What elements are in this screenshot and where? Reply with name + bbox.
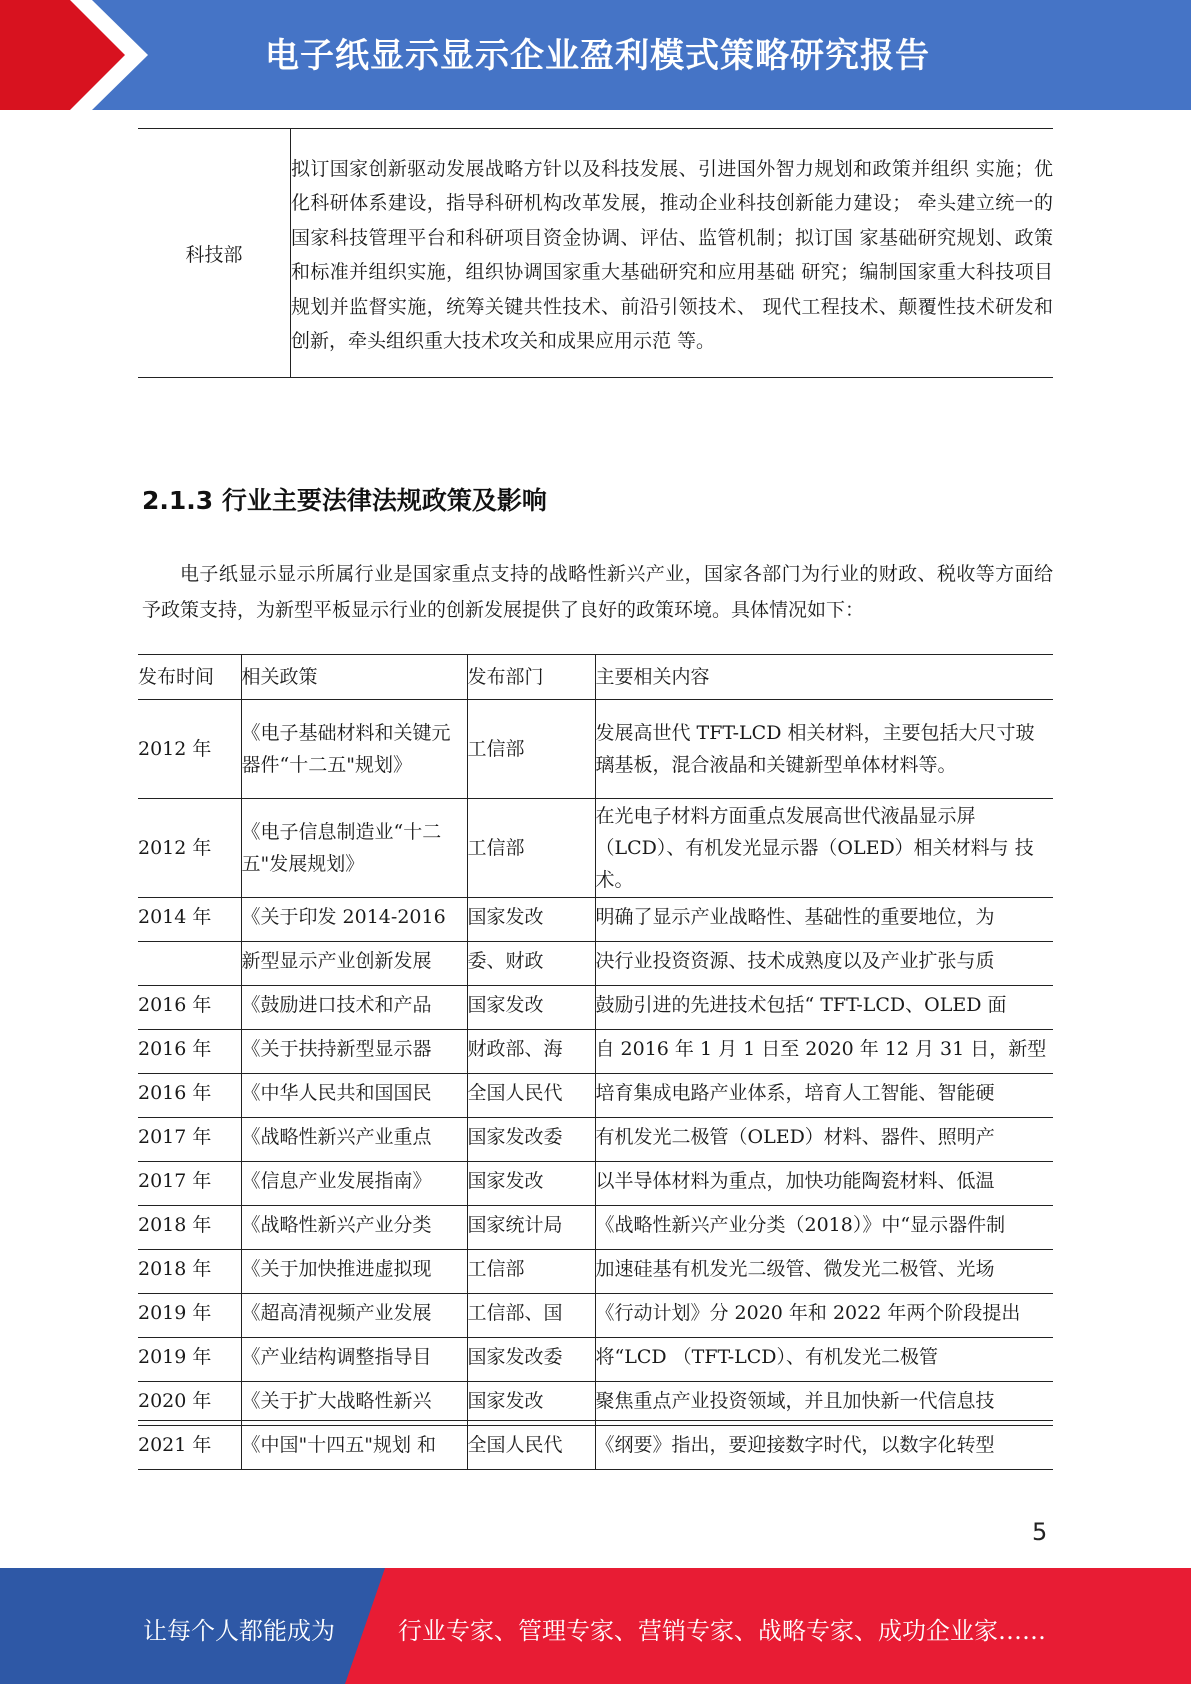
cell-content-text: 在光电子材料方面重点发展高世代液晶显示屏（LCD）、有机发光显示器（OLED）相关材料与 技术。 (595, 805, 1034, 891)
cell-policy-text: 《超高清视频产业发展 (241, 1302, 432, 1324)
department-name: 科技部 (138, 129, 291, 378)
cell-dept-text: 国家统计局 (467, 1214, 563, 1236)
cell-year (138, 942, 241, 986)
cell-dept-text: 全国人民代 (467, 1434, 563, 1456)
cell-dept-text: 工信部 (467, 837, 525, 859)
cell-content (595, 898, 1053, 942)
cell-policy (241, 1338, 467, 1382)
cell-policy (241, 898, 467, 942)
cell-content-text: 聚焦重点产业投资领域，并且加快新一代信息技 (595, 1390, 995, 1412)
cell-content-text: 《纲要》指出，要迎接数字时代，以数字化转型 (595, 1434, 995, 1456)
cell-content (595, 1206, 1053, 1250)
cell-content (595, 1294, 1053, 1338)
cell-dept (467, 1426, 595, 1470)
cell-policy (241, 700, 467, 799)
cell-policy (241, 1206, 467, 1250)
cell-content (595, 1030, 1053, 1074)
cell-dept (467, 1030, 595, 1074)
table-row (138, 1118, 1053, 1162)
column-header: 主要相关内容 (595, 655, 1053, 700)
department-table (138, 128, 1053, 378)
cell-policy (241, 1294, 467, 1338)
cell-year (138, 1030, 241, 1074)
cell-dept (467, 1250, 595, 1294)
cell-year-text: 2020 年 (138, 1390, 212, 1412)
policy-table-body (138, 700, 1053, 1470)
cell-year (138, 1382, 241, 1426)
cell-dept (467, 1118, 595, 1162)
cell-year (138, 898, 241, 942)
cell-policy-text: 新型显示产业创新发展 (241, 950, 432, 972)
cell-policy (241, 1118, 467, 1162)
cell-dept-text: 财政部、海 (467, 1038, 563, 1060)
cell-year (138, 1162, 241, 1206)
policy-table (138, 654, 1053, 1470)
cell-policy-text: 《战略性新兴产业分类 (241, 1214, 432, 1236)
cell-policy (241, 1250, 467, 1294)
page-number: 5 (1032, 1518, 1048, 1546)
header-arrow-logo (0, 0, 160, 110)
page-header (0, 0, 1191, 110)
cell-year (138, 1338, 241, 1382)
table-row (138, 1382, 1053, 1426)
cell-content-text: 鼓励引进的先进技术包括“ TFT-LCD、OLED 面 (595, 994, 1007, 1016)
cell-content (595, 1162, 1053, 1206)
table-row (138, 129, 1053, 378)
cell-content-text: 明确了显示产业战略性、基础性的重要地位，为 (595, 906, 995, 928)
cell-year (138, 1294, 241, 1338)
cell-content (595, 1426, 1053, 1470)
cell-year-text (138, 942, 241, 985)
cell-content (595, 1382, 1053, 1426)
cell-content (595, 942, 1053, 986)
cell-content-text: 《战略性新兴产业分类（2018）》中“显示器件制 (595, 1214, 1006, 1236)
cell-policy (241, 1426, 467, 1470)
cell-dept (467, 700, 595, 799)
cell-policy-text: 《战略性新兴产业重点 (241, 1126, 432, 1148)
table-row (138, 1074, 1053, 1118)
cell-content-text: 将“LCD （TFT-LCD）、有机发光二极管 (595, 1346, 939, 1368)
cell-year-text: 2012 年 (138, 837, 212, 859)
cell-year-text: 2016 年 (138, 994, 212, 1016)
cell-content-text: 以半导体材料为重点，加快功能陶瓷材料、低温 (595, 1170, 995, 1192)
cell-dept (467, 942, 595, 986)
cell-year (138, 1426, 241, 1470)
cell-dept-text: 国家发改委 (467, 1126, 563, 1148)
cell-dept-text: 工信部 (467, 738, 525, 760)
cell-policy (241, 986, 467, 1030)
cell-policy (241, 799, 467, 898)
table-row (138, 1294, 1053, 1338)
cell-dept-text: 全国人民代 (467, 1082, 563, 1104)
cell-content (595, 1338, 1053, 1382)
cell-content-text: 培育集成电路产业体系，培育人工智能、智能硬 (595, 1082, 995, 1104)
cell-year-text: 2016 年 (138, 1038, 212, 1060)
table-row (138, 700, 1053, 799)
cell-year-text: 2018 年 (138, 1258, 212, 1280)
table-row (138, 1030, 1053, 1074)
cell-content (595, 1118, 1053, 1162)
cell-content-text: 自 2016 年 1 月 1 日至 2020 年 12 月 31 日，新型 (595, 1038, 1047, 1060)
policy-table-container (138, 654, 1053, 1456)
cell-policy-text: 《中华人民共和国国民 (241, 1082, 432, 1104)
cell-policy-text: 《关于印发 2014-2016 (241, 906, 446, 928)
cell-policy (241, 1162, 467, 1206)
cell-dept-text: 国家发改 (467, 1390, 544, 1412)
cell-dept (467, 799, 595, 898)
cell-policy-text: 《信息产业发展指南》 (241, 1170, 432, 1192)
cell-policy (241, 1030, 467, 1074)
cell-dept (467, 898, 595, 942)
cell-content (595, 1074, 1053, 1118)
cell-year-text: 2019 年 (138, 1346, 212, 1368)
cell-dept-text: 委、财政 (467, 950, 544, 972)
table-row (138, 799, 1053, 898)
cell-policy-text: 《电子基础材料和关键元器件“十二五"规划》 (241, 722, 451, 776)
cell-dept (467, 1382, 595, 1426)
table-row (138, 1250, 1053, 1294)
footer-slogan-right: 行业专家、管理专家、营销专家、战略专家、成功企业家…… (398, 1617, 1046, 1645)
section-heading: 2.1.3 行业主要法律法规政策及影响 (142, 486, 547, 515)
cell-policy-text: 《关于扶持新型显示器 (241, 1038, 432, 1060)
cell-year-text: 2017 年 (138, 1170, 212, 1192)
cell-year (138, 1206, 241, 1250)
cell-year-text: 2018 年 (138, 1214, 212, 1236)
table-row (138, 986, 1053, 1030)
footer-slogan-left: 让每个人都能成为 (143, 1617, 335, 1645)
cell-content (595, 700, 1053, 799)
cell-year-text: 2014 年 (138, 906, 212, 928)
table-row (138, 898, 1053, 942)
cell-dept (467, 986, 595, 1030)
table-row (138, 1338, 1053, 1382)
cell-dept (467, 1294, 595, 1338)
report-title: 电子纸显示显示企业盈利模式策略研究报告 (265, 36, 930, 76)
table-row (138, 942, 1053, 986)
cell-year-text: 2012 年 (138, 738, 212, 760)
cell-dept (467, 1338, 595, 1382)
cell-dept-text: 国家发改委 (467, 1346, 563, 1368)
cell-year-text: 2021 年 (138, 1434, 212, 1456)
cell-content-text: 有机发光二极管（OLED）材料、器件、照明产 (595, 1126, 995, 1148)
cell-policy-text: 《关于加快推进虚拟现 (241, 1258, 432, 1280)
cell-content-text: 决行业投资资源、技术成熟度以及产业扩张与质 (595, 950, 995, 972)
department-description: 拟订国家创新驱动发展战略方针以及科技发展、引进国外智力规划和政策并组织 实施；优化科研体系建设，指导科研机构改革发展，推动企业科技创新能力建设； 牵头建立统一的国家科技管理平台和科研项目资金协调、评估、监管机制；拟订国 家基础研究规划、政策和标准并组织实施，组织协调国家重大基础研究和应用基础 研究；编制国家重大科技项目规划并监督实施，统筹关键共性技术、前沿引领技术、 现代工程技术、颠覆性技术研发和创新，牵头组织重大技术攻关和成果应用示范 等。 (291, 129, 1054, 378)
cell-policy-text: 《电子信息制造业“十二五"发展规划》 (241, 821, 442, 875)
table-header-row (138, 655, 1053, 700)
column-header: 发布时间 (138, 655, 241, 700)
cell-year (138, 986, 241, 1030)
cell-policy (241, 942, 467, 986)
cell-content (595, 799, 1053, 898)
cell-year-text: 2019 年 (138, 1302, 212, 1324)
cell-content-text: 《行动计划》分 2020 年和 2022 年两个阶段提出 (595, 1302, 1021, 1324)
table-row (138, 1162, 1053, 1206)
table-row (138, 1426, 1053, 1470)
cell-dept-text: 国家发改 (467, 906, 544, 928)
table-row (138, 1206, 1053, 1250)
cell-content (595, 986, 1053, 1030)
cell-year-text: 2016 年 (138, 1082, 212, 1104)
cell-policy-text: 《鼓励进口技术和产品 (241, 994, 432, 1016)
column-header: 相关政策 (241, 655, 467, 700)
cell-year (138, 799, 241, 898)
cell-content (595, 1250, 1053, 1294)
cell-dept-text: 工信部 (467, 1258, 525, 1280)
cell-dept (467, 1162, 595, 1206)
cell-content-text: 加速硅基有机发光二级管、微发光二极管、光场 (595, 1258, 995, 1280)
cell-dept (467, 1074, 595, 1118)
cell-policy-text: 《中国"十四五"规划 和 (241, 1434, 437, 1456)
cell-policy (241, 1382, 467, 1426)
cell-dept-text: 国家发改 (467, 1170, 544, 1192)
cell-dept (467, 1206, 595, 1250)
cell-policy-text: 《关于扩大战略性新兴 (241, 1390, 432, 1412)
cell-dept-text: 国家发改 (467, 994, 544, 1016)
cell-policy-text: 《产业结构调整指导目 (241, 1346, 432, 1368)
column-header: 发布部门 (467, 655, 595, 700)
cell-year (138, 700, 241, 799)
cell-year-text: 2017 年 (138, 1126, 212, 1148)
cell-year (138, 1250, 241, 1294)
intro-paragraph: 电子纸显示显示所属行业是国家重点支持的战略性新兴产业，国家各部门为行业的财政、税收等方面给予政策支持，为新型平板显示行业的创新发展提供了良好的政策环境。具体情况如下： (142, 563, 1053, 621)
cell-content-text: 发展高世代 TFT-LCD 相关材料，主要包括大尺寸玻璃基板，混合液晶和关键新型单体材料等。 (595, 722, 1035, 776)
cell-dept-text: 工信部、国 (467, 1302, 563, 1324)
cell-year (138, 1118, 241, 1162)
cell-policy (241, 1074, 467, 1118)
cell-year (138, 1074, 241, 1118)
